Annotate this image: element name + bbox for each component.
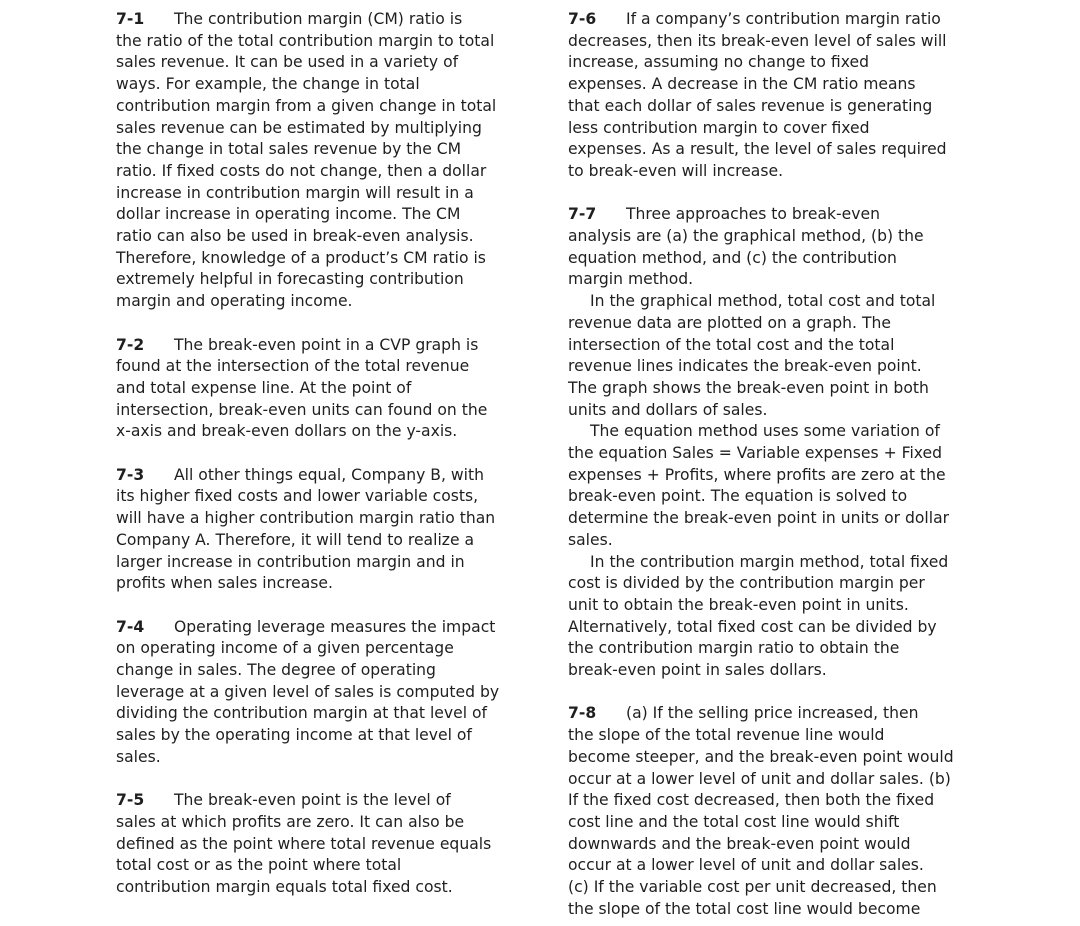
entry-line: total cost or as the point where total — [116, 856, 402, 875]
entry-7-6 — [568, 9, 968, 183]
entry-line: defined as the point where total revenue equals — [116, 834, 492, 853]
entry-line: dividing the contribution margin at that level of — [116, 704, 488, 723]
entry-line: Alternatively, total fixed cost can be divided by — [568, 617, 937, 636]
entry-line: intersection of the total cost and the total — [568, 335, 895, 354]
left-column — [116, 9, 516, 899]
entry-line: downwards and the break-even point would — [568, 834, 911, 853]
entry-line: increase, assuming no change to fixed — [568, 53, 869, 72]
entry-line: cost line and the total cost line would shift — [568, 812, 900, 831]
entry-line: revenue data are plotted on a graph. The — [568, 313, 891, 332]
entry-line: break-even point. The equation is solved to — [568, 487, 908, 506]
entry-line: dollar increase in operating income. The CM — [116, 205, 461, 224]
entry-number: 7-6 — [568, 10, 597, 28]
entry-line: The break-even point is the level of — [174, 791, 451, 810]
entry-line: unit to obtain the break-even point in units. — [568, 595, 909, 614]
entry-line: sales. — [568, 530, 613, 549]
entry-line: contribution margin from a given change in total — [116, 96, 497, 115]
entry-line: that each dollar of sales revenue is generating — [568, 96, 933, 115]
entry-line: decreases, then its break-even level of sales will — [568, 31, 947, 50]
entry-first-line — [568, 9, 968, 31]
entry-line: ratio. If fixed costs do not change, then a dollar — [116, 161, 487, 180]
entry-line: increase in contribution margin will result in a — [116, 183, 474, 202]
entry-line: Three approaches to break-even — [626, 205, 880, 224]
entry-number: 7-2 — [116, 335, 145, 354]
entry-7-8 — [568, 703, 968, 920]
entry-7-5 — [116, 790, 516, 899]
entry-line: larger increase in contribution margin and in — [116, 552, 465, 571]
entry-line: sales at which profits are zero. It can also be — [116, 812, 465, 831]
entry-line: extremely helpful in forecasting contribution — [116, 270, 464, 289]
entry-line: occur at a lower level of unit and dollar sales. (b) — [568, 769, 951, 788]
entry-line: on operating income of a given percentage — [116, 639, 454, 658]
entry-line: ratio can also be used in break-even analysis. — [116, 227, 474, 246]
entry-line: If a company’s contribution margin ratio — [626, 10, 941, 28]
entry-line: occur at a lower level of unit and dollar sales. — [568, 856, 924, 875]
entry-line: the ratio of the total contribution margin to total — [116, 31, 495, 50]
entry-7-7 — [568, 204, 968, 681]
entry-line: (a) If the selling price increased, then — [626, 704, 919, 723]
entry-first-line — [568, 204, 968, 226]
right-column — [568, 9, 968, 921]
entry-line: found at the intersection of the total revenue — [116, 357, 470, 376]
entry-line: The graph shows the break-even point in both — [568, 378, 929, 397]
entry-line: the equation Sales = Variable expenses + Fixed — [568, 444, 943, 463]
entry-line: sales by the operating income at that level of — [116, 726, 472, 745]
entry-line: sales revenue can be estimated by multiplying — [116, 118, 482, 137]
entry-first-line — [116, 9, 516, 31]
entry-7-3 — [116, 465, 516, 595]
entry-line: margin method. — [568, 270, 694, 289]
entry-line: to break-even will increase. — [568, 161, 784, 180]
entry-line: and total expense line. At the point of — [116, 378, 412, 397]
entry-first-line — [116, 790, 516, 812]
entry-line: the slope of the total revenue line would — [568, 726, 885, 745]
entry-line: margin and operating income. — [116, 292, 353, 311]
entry-line: The break-even point in a CVP graph is — [174, 335, 479, 354]
entry-7-1 — [116, 9, 516, 313]
entry-line: If the fixed cost decreased, then both the fixed — [568, 791, 935, 810]
entry-line: equation method, and (c) the contribution — [568, 248, 897, 267]
entry-7-2 — [116, 335, 516, 444]
entry-line: the contribution margin ratio to obtain the — [568, 639, 900, 658]
entry-line: its higher fixed costs and lower variable costs, — [116, 487, 479, 506]
entry-line: units and dollars of sales. — [568, 400, 768, 419]
entry-line: determine the break-even point in units or dollar — [568, 509, 950, 528]
entry-line: sales. — [116, 747, 161, 766]
entry-line: will have a higher contribution margin ratio than — [116, 509, 496, 528]
entry-line: analysis are (a) the graphical method, (b) the — [568, 227, 924, 246]
entry-line: expenses. As a result, the level of sales required — [568, 140, 947, 159]
entry-line: In the contribution margin method, total fixed — [590, 552, 949, 571]
entry-line: leverage at a given level of sales is computed by — [116, 682, 500, 701]
entry-line: ways. For example, the change in total — [116, 75, 420, 94]
entry-number: 7-3 — [116, 465, 145, 484]
entry-line: sales revenue. It can be used in a variety of — [116, 53, 459, 72]
entry-first-line — [568, 703, 968, 725]
entry-line: Company A. Therefore, it will tend to realize a — [116, 530, 475, 549]
entry-line: The contribution margin (CM) ratio is — [174, 10, 463, 28]
entry-first-line — [116, 465, 516, 487]
entry-line: All other things equal, Company B, with — [174, 465, 484, 484]
entry-first-line — [116, 335, 516, 357]
entry-line: x-axis and break-even dollars on the y-axis. — [116, 422, 458, 441]
entry-line: the change in total sales revenue by the CM — [116, 140, 462, 159]
entry-line: Therefore, knowledge of a product’s CM ratio is — [116, 248, 486, 267]
entry-number: 7-4 — [116, 617, 145, 636]
entry-line: cost is divided by the contribution margin per — [568, 574, 925, 593]
entry-number: 7-5 — [116, 791, 145, 810]
entry-line: Operating leverage measures the impact — [174, 617, 496, 636]
entry-line: break-even point in sales dollars. — [568, 661, 827, 680]
entry-number: 7-7 — [568, 205, 597, 224]
entry-line: the slope of the total cost line would become — [568, 899, 921, 918]
entry-line: less contribution margin to cover fixed — [568, 118, 870, 137]
entry-line: (c) If the variable cost per unit decreased, then — [568, 878, 937, 897]
entry-line: expenses + Profits, where profits are zero at the — [568, 465, 946, 484]
entry-line: profits when sales increase. — [116, 574, 333, 593]
entry-7-4 — [116, 617, 516, 769]
entry-number: 7-8 — [568, 704, 597, 723]
entry-line: become steeper, and the break-even point would — [568, 747, 954, 766]
entry-line: change in sales. The degree of operating — [116, 661, 436, 680]
entry-line: The equation method uses some variation of — [590, 422, 940, 441]
entry-line: intersection, break-even units can found on the — [116, 400, 488, 419]
entry-number: 7-1 — [116, 10, 145, 28]
entry-line: revenue lines indicates the break-even point. — [568, 357, 922, 376]
entry-line: expenses. A decrease in the CM ratio means — [568, 75, 916, 94]
entry-line: In the graphical method, total cost and total — [590, 292, 936, 311]
entry-first-line — [116, 617, 516, 639]
entry-line: contribution margin equals total fixed cost. — [116, 878, 453, 897]
